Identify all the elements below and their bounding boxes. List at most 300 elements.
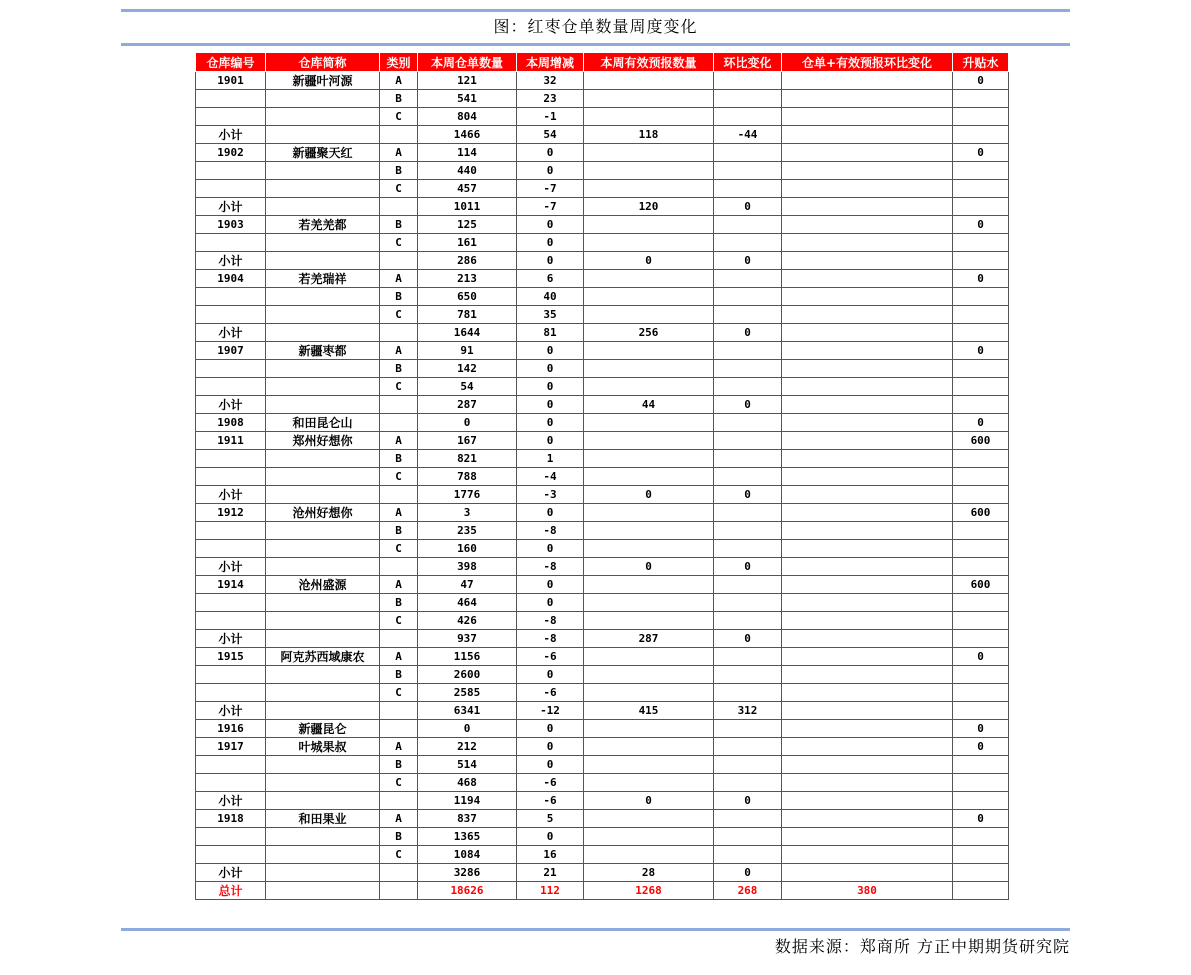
cell-valid-forecast — [584, 144, 714, 162]
cell-mom-change — [714, 432, 782, 450]
table-row — [196, 270, 1009, 288]
cell-warehouse-id: 小计 — [196, 486, 266, 504]
cell-warehouse-name — [266, 162, 380, 180]
cell-mom-change — [714, 468, 782, 486]
cell-weekly-change: 16 — [517, 846, 584, 864]
cell-warrant-forecast-change — [782, 648, 953, 666]
cell-warehouse-name: 新疆昆仑 — [266, 720, 380, 738]
cell-premium — [953, 288, 1009, 306]
cell-warehouse-id: 小计 — [196, 396, 266, 414]
cell-warehouse-name: 沧州好想你 — [266, 504, 380, 522]
cell-warehouse-id: 小计 — [196, 324, 266, 342]
cell-category — [380, 792, 418, 810]
cell-premium — [953, 396, 1009, 414]
cell-premium: 0 — [953, 144, 1009, 162]
cell-weekly-change: 0 — [517, 162, 584, 180]
cell-warehouse-id: 1904 — [196, 270, 266, 288]
cell-weekly-warrants: 142 — [418, 360, 517, 378]
cell-weekly-warrants: 3 — [418, 504, 517, 522]
cell-valid-forecast: 287 — [584, 630, 714, 648]
cell-premium — [953, 306, 1009, 324]
cell-weekly-change: 0 — [517, 216, 584, 234]
cell-warehouse-name — [266, 234, 380, 252]
cell-valid-forecast — [584, 162, 714, 180]
cell-warehouse-id: 小计 — [196, 702, 266, 720]
cell-warrant-forecast-change — [782, 180, 953, 198]
cell-warehouse-name — [266, 126, 380, 144]
cell-mom-change — [714, 72, 782, 90]
cell-warehouse-name — [266, 774, 380, 792]
cell-category — [380, 198, 418, 216]
cell-warehouse-id — [196, 234, 266, 252]
table-row — [196, 540, 1009, 558]
cell-warrant-forecast-change — [782, 324, 953, 342]
header-warrant-forecast-change: 仓单+有效预报环比变化 — [782, 53, 953, 72]
cell-premium — [953, 108, 1009, 126]
cell-category: A — [380, 810, 418, 828]
cell-premium — [953, 360, 1009, 378]
cell-premium — [953, 522, 1009, 540]
cell-warehouse-id: 小计 — [196, 792, 266, 810]
cell-category: C — [380, 468, 418, 486]
cell-mom-change — [714, 108, 782, 126]
cell-weekly-change: -8 — [517, 522, 584, 540]
cell-category: B — [380, 216, 418, 234]
cell-warehouse-id — [196, 360, 266, 378]
cell-weekly-warrants: 1365 — [418, 828, 517, 846]
cell-warrant-forecast-change — [782, 72, 953, 90]
cell-mom-change: 0 — [714, 864, 782, 882]
cell-warehouse-name — [266, 864, 380, 882]
table-row — [196, 216, 1009, 234]
cell-valid-forecast — [584, 612, 714, 630]
cell-mom-change — [714, 306, 782, 324]
cell-mom-change — [714, 504, 782, 522]
cell-weekly-change: 0 — [517, 540, 584, 558]
cell-weekly-change: 0 — [517, 504, 584, 522]
cell-warrant-forecast-change — [782, 378, 953, 396]
table-row — [196, 522, 1009, 540]
cell-warehouse-name — [266, 90, 380, 108]
cell-weekly-warrants: 398 — [418, 558, 517, 576]
table-row — [196, 432, 1009, 450]
cell-warehouse-id: 1908 — [196, 414, 266, 432]
cell-valid-forecast — [584, 414, 714, 432]
cell-warrant-forecast-change — [782, 126, 953, 144]
table-row — [196, 198, 1009, 216]
cell-warehouse-name — [266, 882, 380, 900]
cell-premium: 0 — [953, 810, 1009, 828]
cell-warehouse-id — [196, 756, 266, 774]
table-row — [196, 288, 1009, 306]
cell-mom-change — [714, 342, 782, 360]
cell-weekly-change: -3 — [517, 486, 584, 504]
cell-warehouse-name — [266, 756, 380, 774]
cell-warehouse-id: 1912 — [196, 504, 266, 522]
cell-mom-change — [714, 666, 782, 684]
cell-category: B — [380, 288, 418, 306]
cell-premium — [953, 486, 1009, 504]
cell-mom-change — [714, 378, 782, 396]
cell-warrant-forecast-change — [782, 774, 953, 792]
cell-premium — [953, 126, 1009, 144]
cell-category: C — [380, 108, 418, 126]
table-row — [196, 252, 1009, 270]
table-row — [196, 486, 1009, 504]
cell-weekly-change: 40 — [517, 288, 584, 306]
cell-warehouse-id: 总计 — [196, 882, 266, 900]
cell-weekly-warrants: 160 — [418, 540, 517, 558]
table-row — [196, 576, 1009, 594]
cell-weekly-change: 0 — [517, 360, 584, 378]
source-note: 数据来源：郑商所 方正中期期货研究院 — [774, 937, 1070, 956]
cell-weekly-warrants: 804 — [418, 108, 517, 126]
cell-mom-change — [714, 720, 782, 738]
cell-valid-forecast — [584, 216, 714, 234]
cell-warehouse-name — [266, 306, 380, 324]
cell-category: A — [380, 342, 418, 360]
cell-warrant-forecast-change — [782, 108, 953, 126]
cell-weekly-warrants: 464 — [418, 594, 517, 612]
cell-valid-forecast — [584, 684, 714, 702]
cell-category: A — [380, 576, 418, 594]
cell-mom-change: 0 — [714, 396, 782, 414]
cell-category — [380, 414, 418, 432]
cell-weekly-warrants: 6341 — [418, 702, 517, 720]
cell-warrant-forecast-change — [782, 198, 953, 216]
cell-mom-change — [714, 756, 782, 774]
cell-category: C — [380, 684, 418, 702]
cell-premium — [953, 612, 1009, 630]
cell-mom-change — [714, 612, 782, 630]
table-row — [196, 180, 1009, 198]
cell-weekly-warrants: 1776 — [418, 486, 517, 504]
cell-warrant-forecast-change — [782, 450, 953, 468]
cell-warrant-forecast-change — [782, 828, 953, 846]
table-row — [196, 504, 1009, 522]
cell-warrant-forecast-change: 380 — [782, 882, 953, 900]
cell-valid-forecast — [584, 738, 714, 756]
cell-weekly-change: -7 — [517, 198, 584, 216]
cell-warrant-forecast-change — [782, 342, 953, 360]
cell-weekly-warrants: 287 — [418, 396, 517, 414]
cell-valid-forecast — [584, 594, 714, 612]
header-mom-change: 环比变化 — [714, 53, 782, 72]
cell-warehouse-name: 郑州好想你 — [266, 432, 380, 450]
table-row — [196, 378, 1009, 396]
cell-mom-change — [714, 450, 782, 468]
cell-valid-forecast: 0 — [584, 792, 714, 810]
cell-mom-change — [714, 648, 782, 666]
cell-weekly-warrants: 541 — [418, 90, 517, 108]
table-row — [196, 234, 1009, 252]
cell-warehouse-name — [266, 594, 380, 612]
cell-valid-forecast — [584, 540, 714, 558]
table-row — [196, 648, 1009, 666]
cell-warrant-forecast-change — [782, 630, 953, 648]
cell-premium — [953, 846, 1009, 864]
cell-weekly-warrants: 514 — [418, 756, 517, 774]
cell-warrant-forecast-change — [782, 612, 953, 630]
cell-mom-change — [714, 270, 782, 288]
cell-weekly-change: 35 — [517, 306, 584, 324]
cell-valid-forecast — [584, 306, 714, 324]
cell-weekly-change: 0 — [517, 828, 584, 846]
cell-valid-forecast — [584, 180, 714, 198]
cell-premium — [953, 324, 1009, 342]
cell-premium — [953, 630, 1009, 648]
cell-premium — [953, 828, 1009, 846]
cell-category — [380, 126, 418, 144]
cell-mom-change — [714, 144, 782, 162]
cell-category: B — [380, 450, 418, 468]
cell-warrant-forecast-change — [782, 558, 953, 576]
cell-mom-change: 0 — [714, 792, 782, 810]
cell-weekly-warrants: 1644 — [418, 324, 517, 342]
cell-valid-forecast: 0 — [584, 252, 714, 270]
cell-weekly-warrants: 937 — [418, 630, 517, 648]
cell-weekly-warrants: 788 — [418, 468, 517, 486]
cell-premium — [953, 792, 1009, 810]
cell-category: C — [380, 774, 418, 792]
table-row — [196, 144, 1009, 162]
cell-warrant-forecast-change — [782, 252, 953, 270]
cell-weekly-warrants: 91 — [418, 342, 517, 360]
cell-warrant-forecast-change — [782, 720, 953, 738]
cell-valid-forecast: 1268 — [584, 882, 714, 900]
cell-weekly-change: 21 — [517, 864, 584, 882]
table-row — [196, 684, 1009, 702]
cell-premium — [953, 666, 1009, 684]
table-header — [196, 53, 1009, 72]
cell-premium — [953, 684, 1009, 702]
cell-weekly-warrants: 440 — [418, 162, 517, 180]
cell-warehouse-id: 1903 — [196, 216, 266, 234]
cell-weekly-warrants: 650 — [418, 288, 517, 306]
cell-weekly-change: -8 — [517, 630, 584, 648]
cell-weekly-warrants: 212 — [418, 738, 517, 756]
cell-warehouse-id — [196, 306, 266, 324]
cell-weekly-change: 0 — [517, 396, 584, 414]
cell-weekly-warrants: 821 — [418, 450, 517, 468]
table-row — [196, 738, 1009, 756]
cell-mom-change — [714, 162, 782, 180]
cell-warrant-forecast-change — [782, 846, 953, 864]
cell-warehouse-name — [266, 324, 380, 342]
cell-weekly-warrants: 468 — [418, 774, 517, 792]
cell-category: A — [380, 144, 418, 162]
cell-warrant-forecast-change — [782, 792, 953, 810]
cell-category: B — [380, 522, 418, 540]
cell-warehouse-name — [266, 450, 380, 468]
cell-category — [380, 630, 418, 648]
cell-weekly-change: 0 — [517, 342, 584, 360]
cell-category: C — [380, 846, 418, 864]
cell-warehouse-id — [196, 540, 266, 558]
cell-premium — [953, 882, 1009, 900]
cell-mom-change: 0 — [714, 324, 782, 342]
cell-warehouse-name — [266, 846, 380, 864]
cell-weekly-change: 1 — [517, 450, 584, 468]
cell-warehouse-name: 若羌羌都 — [266, 216, 380, 234]
cell-valid-forecast — [584, 576, 714, 594]
cell-warehouse-id: 小计 — [196, 126, 266, 144]
cell-weekly-warrants: 2585 — [418, 684, 517, 702]
cell-warehouse-name — [266, 198, 380, 216]
cell-premium — [953, 594, 1009, 612]
cell-weekly-change: -7 — [517, 180, 584, 198]
cell-valid-forecast — [584, 234, 714, 252]
cell-weekly-change: 0 — [517, 144, 584, 162]
cell-valid-forecast: 28 — [584, 864, 714, 882]
table-row — [196, 468, 1009, 486]
cell-warrant-forecast-change — [782, 684, 953, 702]
cell-valid-forecast — [584, 432, 714, 450]
cell-category — [380, 252, 418, 270]
cell-weekly-warrants: 1156 — [418, 648, 517, 666]
cell-warrant-forecast-change — [782, 432, 953, 450]
cell-premium — [953, 756, 1009, 774]
table-row — [196, 594, 1009, 612]
cell-weekly-change: -4 — [517, 468, 584, 486]
cell-premium: 0 — [953, 414, 1009, 432]
cell-valid-forecast — [584, 774, 714, 792]
cell-warehouse-name — [266, 630, 380, 648]
cell-weekly-warrants: 125 — [418, 216, 517, 234]
cell-category: B — [380, 360, 418, 378]
cell-valid-forecast — [584, 846, 714, 864]
table-row — [196, 414, 1009, 432]
cell-warehouse-id — [196, 288, 266, 306]
cell-warehouse-name — [266, 468, 380, 486]
cell-category — [380, 882, 418, 900]
cell-valid-forecast — [584, 648, 714, 666]
cell-valid-forecast: 44 — [584, 396, 714, 414]
cell-warrant-forecast-change — [782, 666, 953, 684]
cell-valid-forecast — [584, 756, 714, 774]
cell-weekly-change: 32 — [517, 72, 584, 90]
cell-valid-forecast — [584, 666, 714, 684]
cell-valid-forecast — [584, 288, 714, 306]
cell-category: B — [380, 90, 418, 108]
cell-category: C — [380, 180, 418, 198]
cell-warehouse-name — [266, 702, 380, 720]
cell-warrant-forecast-change — [782, 594, 953, 612]
cell-mom-change: 0 — [714, 198, 782, 216]
cell-category: A — [380, 648, 418, 666]
cell-warehouse-id — [196, 378, 266, 396]
cell-category — [380, 324, 418, 342]
cell-premium — [953, 234, 1009, 252]
table-row — [196, 396, 1009, 414]
cell-valid-forecast — [584, 360, 714, 378]
cell-premium — [953, 378, 1009, 396]
cell-weekly-change: -8 — [517, 612, 584, 630]
cell-warehouse-id: 小计 — [196, 864, 266, 882]
cell-weekly-warrants: 1011 — [418, 198, 517, 216]
cell-warehouse-id — [196, 108, 266, 126]
table-row — [196, 558, 1009, 576]
cell-warehouse-id — [196, 666, 266, 684]
cell-mom-change — [714, 180, 782, 198]
cell-valid-forecast — [584, 828, 714, 846]
cell-warehouse-id — [196, 612, 266, 630]
cell-warehouse-id — [196, 684, 266, 702]
cell-weekly-warrants: 0 — [418, 720, 517, 738]
cell-warrant-forecast-change — [782, 270, 953, 288]
cell-warehouse-name — [266, 558, 380, 576]
cell-valid-forecast — [584, 342, 714, 360]
cell-premium: 0 — [953, 342, 1009, 360]
cell-weekly-warrants: 1466 — [418, 126, 517, 144]
cell-warrant-forecast-change — [782, 522, 953, 540]
cell-warehouse-id: 1917 — [196, 738, 266, 756]
cell-premium — [953, 162, 1009, 180]
cell-weekly-warrants: 235 — [418, 522, 517, 540]
cell-weekly-warrants: 161 — [418, 234, 517, 252]
cell-category — [380, 720, 418, 738]
cell-weekly-warrants: 837 — [418, 810, 517, 828]
cell-warehouse-id — [196, 162, 266, 180]
cell-valid-forecast — [584, 108, 714, 126]
cell-weekly-warrants: 54 — [418, 378, 517, 396]
total-row — [196, 882, 1009, 900]
cell-weekly-change: 0 — [517, 594, 584, 612]
cell-mom-change — [714, 414, 782, 432]
cell-category: C — [380, 612, 418, 630]
cell-valid-forecast — [584, 90, 714, 108]
cell-warehouse-id — [196, 450, 266, 468]
cell-category: B — [380, 756, 418, 774]
cell-weekly-change: 5 — [517, 810, 584, 828]
cell-weekly-change: -6 — [517, 684, 584, 702]
cell-valid-forecast: 0 — [584, 486, 714, 504]
cell-warehouse-name: 和田果业 — [266, 810, 380, 828]
cell-warehouse-id: 1916 — [196, 720, 266, 738]
cell-valid-forecast — [584, 522, 714, 540]
cell-weekly-change: 0 — [517, 576, 584, 594]
cell-valid-forecast: 0 — [584, 558, 714, 576]
cell-premium: 0 — [953, 720, 1009, 738]
cell-warehouse-name — [266, 828, 380, 846]
table-row — [196, 756, 1009, 774]
cell-weekly-change: 0 — [517, 720, 584, 738]
cell-warehouse-id: 1918 — [196, 810, 266, 828]
cell-premium: 600 — [953, 576, 1009, 594]
table-row — [196, 810, 1009, 828]
cell-warehouse-id — [196, 594, 266, 612]
cell-premium: 600 — [953, 504, 1009, 522]
cell-warehouse-id — [196, 774, 266, 792]
cell-valid-forecast — [584, 72, 714, 90]
cell-warrant-forecast-change — [782, 702, 953, 720]
cell-warehouse-name — [266, 378, 380, 396]
table-row — [196, 666, 1009, 684]
cell-category — [380, 396, 418, 414]
cell-premium — [953, 198, 1009, 216]
cell-mom-change — [714, 738, 782, 756]
table-row — [196, 612, 1009, 630]
table-row — [196, 90, 1009, 108]
cell-warehouse-id: 1901 — [196, 72, 266, 90]
header-warehouse-id: 仓库编号 — [196, 53, 266, 72]
cell-warehouse-id — [196, 828, 266, 846]
cell-warehouse-id — [196, 90, 266, 108]
cell-warehouse-id — [196, 846, 266, 864]
cell-weekly-warrants: 286 — [418, 252, 517, 270]
cell-warehouse-id: 1914 — [196, 576, 266, 594]
cell-warehouse-name — [266, 252, 380, 270]
